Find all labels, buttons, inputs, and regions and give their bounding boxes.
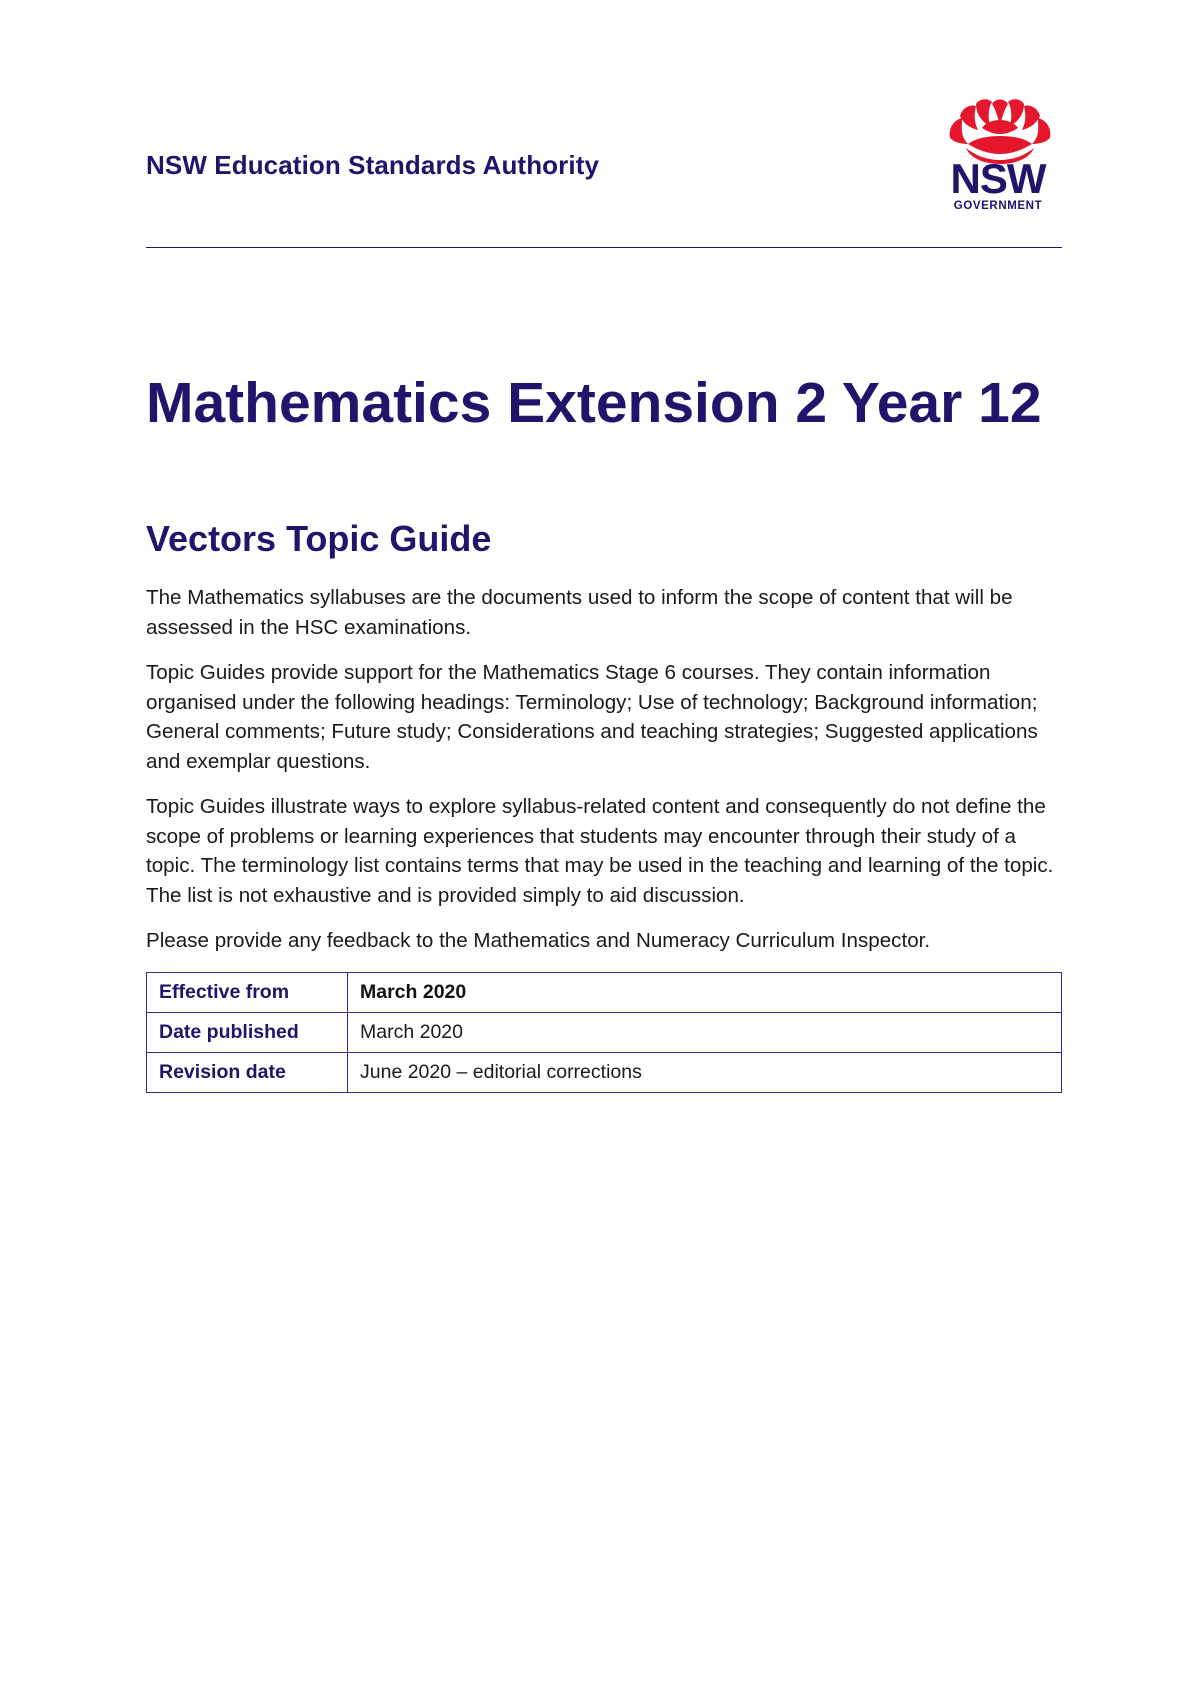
intro-text	[146, 583, 1062, 972]
table-row	[147, 1053, 1062, 1093]
table-cell-label: Revision date	[147, 1053, 348, 1093]
header-divider	[146, 247, 1062, 248]
table-cell-value: March 2020	[348, 1013, 1062, 1053]
logo-subtext: GOVERNMENT	[953, 200, 1043, 212]
paragraph: Topic Guides illustrate ways to explore syllabus-related content and consequently do not define the scope of problems or learning experiences that students may encounter through their study of a topic. The terminology list contains terms that may be used in the teaching and learning of the topic. The list is not exhaustive and is provided simply to aid discussion.	[146, 795, 1054, 907]
table-row	[147, 973, 1062, 1013]
paragraph: The Mathematics syllabuses are the documents used to inform the scope of content that will be assessed in the HSC examinations.	[146, 586, 1013, 639]
table-cell-label: Date published	[147, 1013, 348, 1053]
table-cell-label: Effective from	[147, 973, 348, 1013]
document-title: Mathematics Extension 2 Year 12	[146, 371, 1042, 435]
document-info-table	[146, 972, 1062, 1093]
document-subtitle: Vectors Topic Guide	[146, 518, 492, 559]
nsw-government-logo	[940, 98, 1060, 220]
organisation-name: NSW Education Standards Authority	[146, 150, 600, 180]
table-cell-value: March 2020	[348, 973, 1062, 1013]
logo-wordmark: NSW	[950, 155, 1046, 202]
table-cell-value: June 2020 – editorial corrections	[348, 1053, 1062, 1093]
paragraph: Please provide any feedback to the Mathematics and Numeracy Curriculum Inspector.	[146, 929, 931, 952]
table-row	[147, 1013, 1062, 1053]
paragraph: Topic Guides provide support for the Mathematics Stage 6 courses. They contain information organised under the following headings: Terminology; Use of technology; Background information; General comments; Future study; Considerations and teaching strategies; Suggested applications and exemplar questions.	[146, 661, 1038, 773]
